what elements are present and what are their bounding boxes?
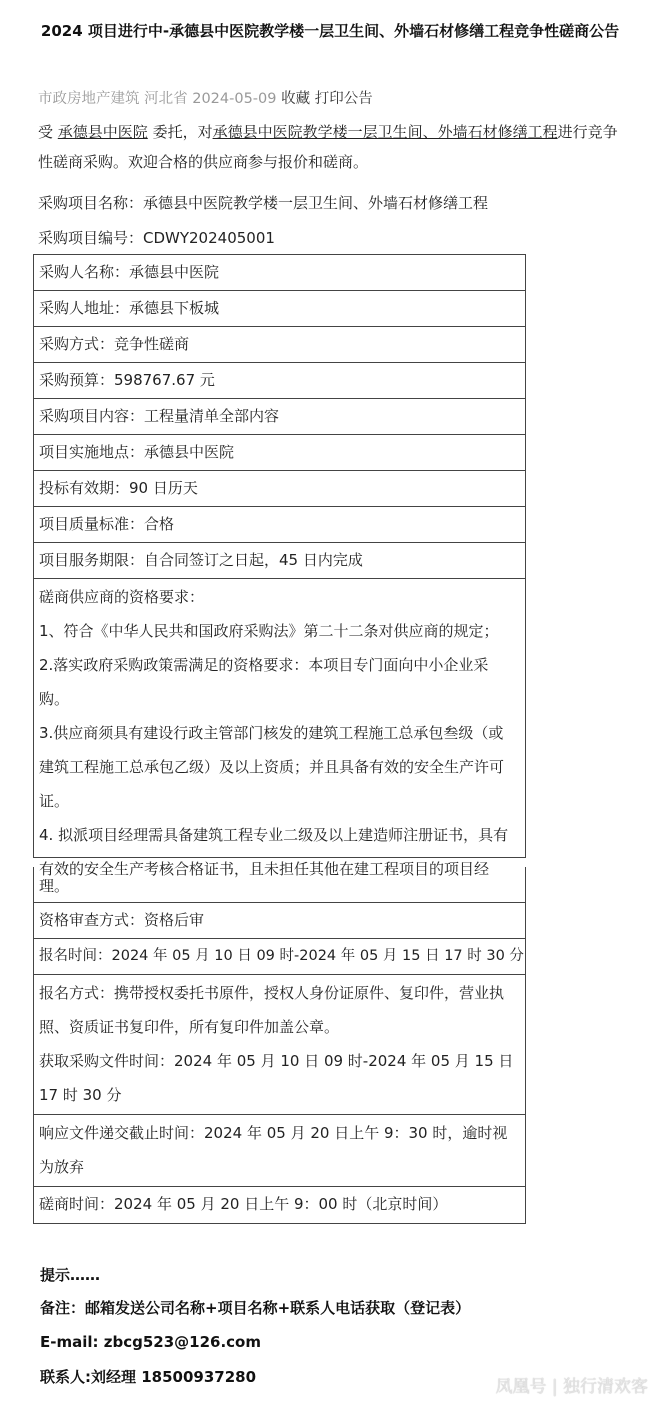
watermark: 凤凰号 | 独行清欢客 xyxy=(495,1377,648,1397)
intro-text-2: 委托，对 xyxy=(147,123,213,141)
table-row: 报名时间：2024 年 05 月 10 日 09 时-2024 年 05 月 15 日 17 时 30 分 xyxy=(34,939,525,975)
purchaser-link: 承德县中医院 xyxy=(57,123,148,141)
project-link: 承德县中医院教学楼一层卫生间、外墙石材修缮工程 xyxy=(212,123,558,141)
qualification-continuation: 理。 xyxy=(34,867,525,903)
schedule-table xyxy=(33,867,526,1224)
note-text: 备注：邮箱发送公司名称+项目名称+联系人电话获取（登记表） xyxy=(40,1299,471,1317)
table-row: 响应文件递交截止时间：2024 年 05 月 20 日上午 9：30 时，逾时视为放弃 xyxy=(34,1115,525,1187)
qualification-item: 3.供应商须具有建设行政主管部门核发的建筑工程施工总承包叁级（或建筑工程施工总承包乙级）及以上资质；并且具备有效的安全生产许可证。 xyxy=(39,724,505,810)
table-row: 磋商时间：2024 年 05 月 20 日上午 9：00 时（北京时间） xyxy=(39,1195,448,1213)
intro-text-3: 进行竞争性磋商采购。欢迎合格的供应商参与报价和磋商。 xyxy=(38,123,618,171)
contact-text: 联系人:刘经理 18500937280 xyxy=(40,1368,257,1386)
table-row: 项目实施地点：承德县中医院 xyxy=(34,435,525,471)
qualification-item: 1、符合《中华人民共和国政府采购法》第二十二条对供应商的规定； xyxy=(39,622,499,640)
category-link[interactable]: 市政房地产建筑 xyxy=(38,91,140,107)
table-row: 采购方式：竞争性磋商 xyxy=(34,327,525,363)
print-button[interactable]: 打印公告 xyxy=(314,91,373,107)
table-row: 采购预算：598767.67 元 xyxy=(34,363,525,399)
meta-bar xyxy=(38,88,373,110)
project-name: 采购项目名称：承德县中医院教学楼一层卫生间、外墙石材修缮工程 xyxy=(38,194,489,212)
qualification-item: 4. 拟派项目经理需具备建筑工程专业二级及以上建造师注册证书，具有有效的安全生产考核合格证书，且未担任其他在建工程项目的项目经 xyxy=(39,826,509,878)
favorite-button[interactable]: 收藏 xyxy=(281,91,311,107)
page-title: 2024 项目进行中-承德县中医院教学楼一层卫生间、外墙石材修缮工程竞争性磋商公告 xyxy=(40,22,620,40)
email-text: E-mail: zbcg523@126.com xyxy=(40,1333,261,1351)
registration-method: 报名方式：携带授权委托书原件，授权人身份证原件、复印件，营业执照、资质证书复印件，所有复印件加盖公章。 xyxy=(39,984,505,1036)
province-link[interactable]: 河北省 xyxy=(144,91,188,107)
table-row: 项目质量标准：合格 xyxy=(34,507,525,543)
intro-text-1: 受 xyxy=(38,123,58,141)
document-time: 获取采购文件时间：2024 年 05 月 10 日 09 时-2024 年 05 月 15 日 17 时 30 分 xyxy=(39,1052,514,1104)
project-number: 采购项目编号：CDWY202405001 xyxy=(38,229,275,247)
table-row: 投标有效期：90 日历天 xyxy=(34,471,525,507)
table-row: 资格审查方式：资格后审 xyxy=(34,903,525,939)
qualification-cell xyxy=(34,579,525,878)
procurement-table xyxy=(33,254,526,878)
publish-date: 2024-05-09 xyxy=(192,91,277,107)
intro-paragraph xyxy=(38,117,628,177)
table-row: 采购人名称：承德县中医院 xyxy=(34,255,525,291)
qualification-heading: 磋商供应商的资格要求： xyxy=(39,588,205,606)
registration-cell xyxy=(34,975,525,1115)
table-row: 采购项目内容：工程量清单全部内容 xyxy=(34,399,525,435)
table-row: 项目服务期限：自合同签订之日起，45 日内完成 xyxy=(34,543,525,579)
table-row: 采购人地址：承德县下板城 xyxy=(34,291,525,327)
qualification-item: 2.落实政府采购政策需满足的资格要求：本项目专门面向中小企业采购。 xyxy=(39,656,489,708)
tip-text: 提示…… xyxy=(40,1266,101,1284)
